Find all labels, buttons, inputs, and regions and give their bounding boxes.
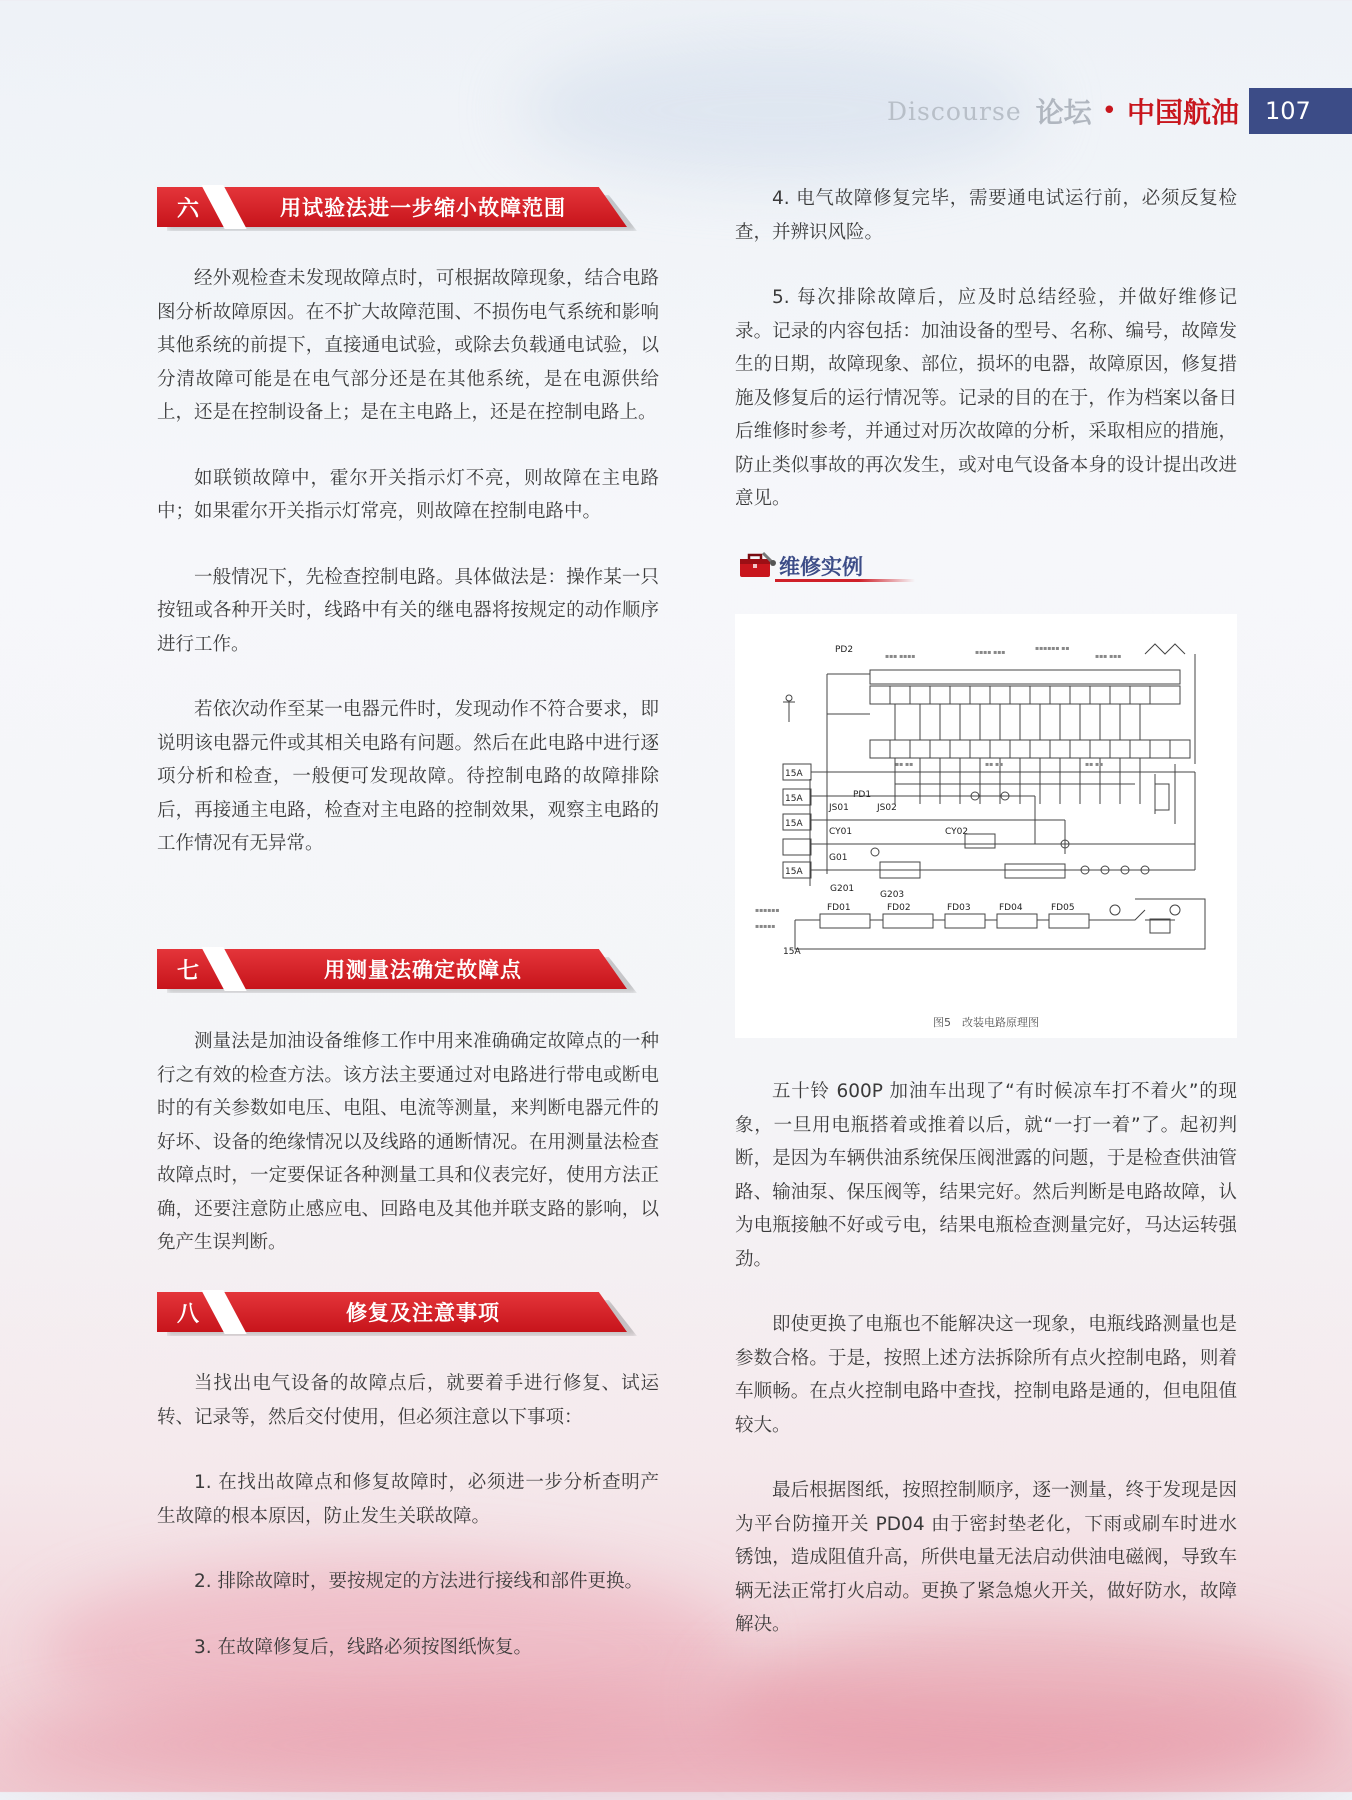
label-fd03: FD03 <box>947 903 971 913</box>
label-js02: JS02 <box>877 803 897 813</box>
label-cy02: CY02 <box>945 827 969 837</box>
section-title: 用试验法进一步缩小故障范围 <box>280 196 566 220</box>
section-heading-6 <box>157 187 647 227</box>
label-fd01: FD01 <box>827 903 851 913</box>
section-number: 六 <box>176 196 199 222</box>
label-fd02: FD02 <box>887 903 911 913</box>
header-dot: • <box>1101 96 1117 126</box>
paragraph: 4. 电气故障修复完毕，需要通电试运行前，必须反复检查，并辨识风险。 <box>735 188 1237 243</box>
header-magazine-name: 中国航油 <box>1126 96 1239 129</box>
label-fuse: 15A <box>785 769 803 779</box>
paragraph: 1. 在找出故障点和修复故障时，必须进一步分析查明产生故障的根本原因，防止发生关联故障。 <box>157 1472 659 1527</box>
section-title: 用测量法确定故障点 <box>324 958 522 982</box>
section-8-body <box>157 1367 659 1664</box>
paragraph: 即使更换了电瓶也不能解决这一现象，电瓶线路测量也是参数合格。于是，按照上述方法拆除所有点火控制电路，则着车顺畅。在点火控制电路中查找，控制电路是通的，但电阻值较大。 <box>735 1314 1237 1436</box>
label-js01: JS01 <box>829 803 849 813</box>
toolbox-icon <box>737 549 777 581</box>
paragraph: 最后根据图纸，按照控制顺序，逐一测量，终于发现是因为平台防撞开关 PD04 由于密封垫老化，下雨或刷车时进水锈蚀，造成阻值升高，所供电量无法启动供油电磁阀，导致车辆无法正常打火启动。更换了紧急熄火开关，做好防水，故障解决。 <box>735 1480 1237 1635</box>
label-fuse: 15A <box>785 867 803 877</box>
svg-text:▪▪▪▪▪▪ ▪▪: ▪▪▪▪▪▪ ▪▪ <box>1035 645 1070 652</box>
svg-text:▪▪▪ ▪▪▪▪: ▪▪▪ ▪▪▪▪ <box>885 653 916 660</box>
circuit-diagram <box>735 614 1237 1014</box>
label-fuse: 15A <box>783 947 801 957</box>
label-g201: G201 <box>830 884 855 894</box>
example-underline <box>775 579 915 582</box>
page-number: 107 <box>1249 88 1352 134</box>
paragraph: 若依次动作至某一电器元件时，发现动作不符合要求，即说明该电器元件或其相关电路有问题。然后在此电路中进行逐项分析和检查，一般便可发现故障。待控制电路的故障排除后，再接通主电路，检查对主电路的控制效果，观察主电路的工作情况有无异常。 <box>157 699 659 854</box>
circuit-diagram-figure <box>735 614 1237 1038</box>
label-fd04: FD04 <box>999 903 1023 913</box>
section-heading-8 <box>157 1292 647 1332</box>
paragraph: 经外观检查未发现故障点时，可根据故障现象，结合电路图分析故障原因。在不扩大故障范围、不损伤电气系统和影响其他系统的前提下，直接通电试验，或除去负载通电试验，以分清故障可能是在电气部分还是在其他系统，是在电源供给上，还是在控制设备上；是在主电路上，还是在控制电路上。 <box>157 268 659 423</box>
svg-text:▪▪ ▪▪: ▪▪ ▪▪ <box>1085 761 1104 768</box>
svg-text:▪▪ ▪▪: ▪▪ ▪▪ <box>985 761 1004 768</box>
paragraph: 2. 排除故障时，要按规定的方法进行接线和部件更换。 <box>194 1571 644 1592</box>
paragraph: 5. 每次排除故障后，应及时总结经验，并做好维修记录。记录的内容包括：加油设备的型号、名称、编号，故障发生的日期，故障现象、部位，损坏的电器，故障原因，修复措施及修复后的运行情况等。记录的目的在于，作为档案以备日后维修时参考，并通过对历次故障的分析，采取相应的措施，防止类似事故的再次发生，或对电气设备本身的设计提出改进意见。 <box>735 287 1237 509</box>
paragraph: 3. 在故障修复后，线路必须按图纸恢复。 <box>194 1636 533 1658</box>
label-fd05: FD05 <box>1051 903 1075 913</box>
right-column-top <box>735 182 1237 516</box>
section-7-body <box>157 1025 659 1260</box>
label-g01: G01 <box>829 853 848 863</box>
example-title: 维修实例 <box>779 555 863 579</box>
page-header <box>887 88 1352 134</box>
label-pd1: PD1 <box>853 790 872 800</box>
svg-text:▪▪▪▪▪▪: ▪▪▪▪▪▪ <box>755 907 780 914</box>
section-6-body <box>157 262 659 861</box>
label-pd2: PD2 <box>835 645 854 655</box>
figure-caption: 图5 改装电路原理图 <box>933 1016 1039 1029</box>
paragraph: 五十铃 600P 加油车出现了“有时候凉车打不着火”的现象，一旦用电瓶搭着或推着以后，就“一打一着”了。起初判断，是因为车辆供油系统保压阀泄露的问题，于是检查供油管路、输油泵、保压阀等，结果完好。然后判断是电路故障，认为电瓶接触不好或亏电，结果电瓶检查测量完好，马达运转强劲。 <box>735 1081 1237 1270</box>
example-heading <box>735 545 875 585</box>
label-g203: G203 <box>880 890 905 900</box>
paragraph: 当找出电气设备的故障点后，就要着手进行修复、试运转、记录等，然后交付使用，但必须注意以下事项： <box>157 1373 659 1428</box>
label-fuse: 15A <box>785 819 803 829</box>
header-section-en: Discourse <box>887 96 1022 126</box>
section-title: 修复及注意事项 <box>346 1301 500 1325</box>
background-cloud <box>0 1690 1352 1800</box>
label-cy01: CY01 <box>829 827 853 837</box>
right-column-bottom <box>735 1075 1237 1642</box>
paragraph: 测量法是加油设备维修工作中用来准确确定故障点的一种行之有效的检查方法。该方法主要通过对电路进行带电或断电时的有关参数如电压、电阻、电流等测量，来判断电器元件的好坏、设备的绝缘情况以及线路的通断情况。在用测量法检查故障点时，一定要保证各种测量工具和仪表完好，使用方法正确，还要注意防止感应电、回路电及其他并联支路的影响，以免产生误判断。 <box>157 1031 659 1253</box>
label-fuse: 15A <box>785 794 803 804</box>
svg-text:▪▪▪ ▪▪▪: ▪▪▪ ▪▪▪ <box>1095 653 1122 660</box>
svg-text:▪▪▪▪▪: ▪▪▪▪▪ <box>755 923 776 930</box>
paragraph: 如联锁故障中，霍尔开关指示灯不亮，则故障在主电路中；如果霍尔开关指示灯常亮，则故障在控制电路中。 <box>157 467 659 522</box>
paragraph: 一般情况下，先检查控制电路。具体做法是：操作某一只按钮或各种开关时，线路中有关的继电器将按规定的动作顺序进行工作。 <box>157 566 659 655</box>
header-section-cn: 论坛 <box>1035 96 1092 129</box>
section-heading-7 <box>157 949 647 989</box>
section-number: 七 <box>176 958 199 984</box>
section-number: 八 <box>176 1301 199 1327</box>
svg-text:▪▪ ▪▪: ▪▪ ▪▪ <box>895 761 914 768</box>
svg-text:▪▪▪▪ ▪▪▪: ▪▪▪▪ ▪▪▪ <box>975 649 1006 656</box>
